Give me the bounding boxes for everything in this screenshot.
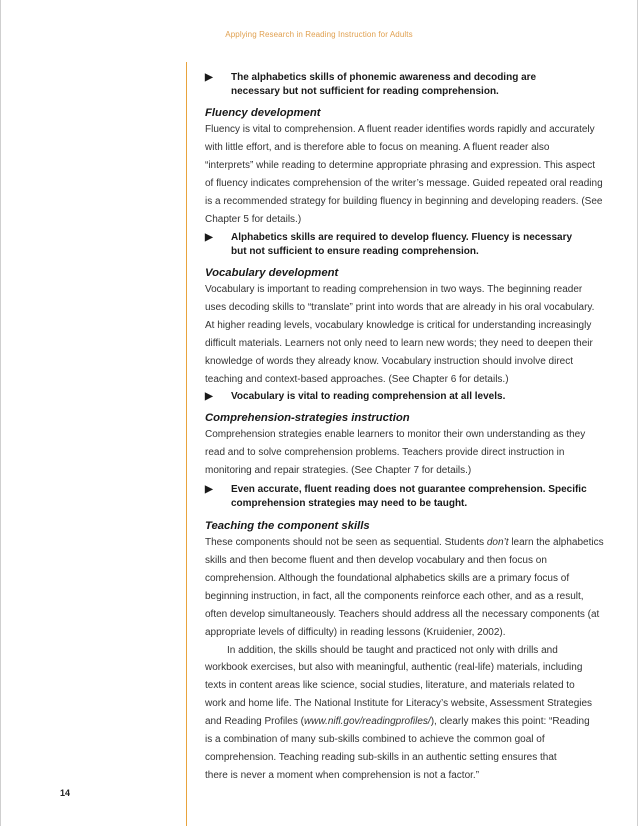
text-segment: and Reading Profiles ( — [205, 716, 304, 728]
text-line: difficult materials. Learners not only need to learn new words; they need to deepen their — [205, 338, 593, 350]
heading-fluency: Fluency development — [205, 107, 321, 119]
text-segment: learn the alphabetics — [508, 537, 604, 549]
text-line — [205, 713, 589, 731]
emphasis-text: don’t — [486, 537, 509, 549]
bullet-arrow-icon: ▶ — [205, 484, 213, 496]
heading-teaching: Teaching the component skills — [205, 520, 370, 533]
paragraph-vocabulary — [205, 281, 595, 388]
text-line: is a combination of many sub-skills combined to achieve the common goal of — [205, 734, 545, 746]
bullet-arrow-icon: ▶ — [205, 390, 213, 402]
text-line: of fluency indicates comprehension of the writer’s message. Guided repeated oral reading — [205, 177, 603, 189]
text-line: teaching and context-based approaches. (See Chapter 6 for details.) — [205, 373, 509, 385]
key-point-fluency — [205, 231, 589, 258]
key-point-line: The alphabetics skills of phonemic awareness and decoding are — [231, 72, 537, 83]
page-number: 14 — [60, 788, 71, 798]
text-line: there is never a moment when comprehension is not a factor.” — [205, 769, 480, 781]
heading-vocabulary: Vocabulary development — [205, 267, 339, 280]
paragraph-comprehension — [205, 426, 589, 480]
text-line: beginning instruction, in fact, all the components reinforce each other, and as a result, — [205, 590, 584, 602]
text-line: monitoring and repair strategies. (See Chapter 7 for details.) — [205, 465, 472, 477]
key-point-line: necessary but not sufficient for reading comprehension. — [231, 85, 499, 97]
text-line: uses decoding skills to “translate” print into words that are already in his oral vocabulary. — [205, 302, 595, 314]
paragraph-fluency — [205, 121, 603, 228]
paragraph-teaching — [205, 534, 604, 785]
text-line: work and home life. The National Institute for Literacy’s website, Assessment Strategies — [205, 698, 593, 710]
text-line: “interprets” while reading to determine appropriate phrasing and expression. This aspect — [205, 159, 596, 171]
key-point-line: Even accurate, fluent reading does not guarantee comprehension. Specific — [231, 484, 587, 496]
text-line: often develop simultaneously. Teachers should address all the necessary components (at — [205, 608, 600, 620]
text-line — [205, 534, 604, 552]
margin-rule — [186, 62, 187, 826]
text-line: At higher reading levels, vocabulary knowledge is critical for understanding increasingly — [205, 320, 592, 332]
text-line: Vocabulary is important to reading comprehension in two ways. The beginning reader — [205, 284, 583, 296]
heading-comprehension: Comprehension-strategies instruction — [205, 412, 410, 425]
page-body — [205, 71, 604, 785]
key-point-line: comprehension strategies may need to be taught. — [231, 497, 468, 509]
text-line: Comprehension strategies enable learners to monitor their own understanding as they — [205, 429, 586, 441]
text-line: In addition, the skills should be taught and practiced not only with drills and — [227, 644, 558, 656]
text-line: comprehension. Teaching reading sub-skills in an authentic setting ensures that — [205, 751, 557, 763]
bullet-arrow-icon: ▶ — [205, 72, 213, 83]
text-line: texts in content areas like science, social studies, literature, and materials related to — [205, 680, 575, 692]
text-line: with little effort, and is therefore able to focus on meaning. A fluent reader also — [205, 141, 550, 153]
page-left-border — [0, 0, 1, 826]
key-point-line: but not sufficient to ensure reading comprehension. — [231, 245, 479, 257]
text-line: is a recommended strategy for building fluency in beginning and developing readers. (See — [205, 195, 603, 207]
text-line: Chapter 5 for details.) — [205, 213, 302, 225]
text-line: Fluency is vital to comprehension. A fluent reader identifies words rapidly and accurately — [205, 124, 595, 135]
bullet-arrow-icon: ▶ — [205, 232, 213, 244]
key-point-comprehension — [205, 483, 589, 510]
text-segment: These components should not be seen as sequential. Students — [205, 537, 487, 549]
key-point-alphabetics — [205, 71, 589, 98]
text-line: appropriate levels of difficulty) in reading lessons (Kruidenier, 2002). — [205, 626, 506, 638]
key-point-line: Vocabulary is vital to reading comprehension at all levels. — [231, 390, 506, 402]
key-point-line: Alphabetics skills are required to develop fluency. Fluency is necessary — [231, 232, 573, 244]
text-line: skills and then become fluent and then develop vocabulary and then focus on — [205, 555, 547, 566]
website-url: www.nifl.gov/readingprofiles/ — [303, 716, 431, 728]
text-line: comprehension. Although the foundational alphabetics skills are a primary focus of — [205, 572, 570, 584]
running-head: Applying Research in Reading Instruction for Adults — [225, 30, 413, 39]
text-line: knowledge of words they already know. Vocabulary instruction should involve direct — [205, 356, 573, 368]
text-segment: ), clearly makes this point: “Reading — [430, 716, 590, 728]
key-point-vocabulary — [205, 390, 589, 404]
text-line: read and to solve comprehension problems. Teachers provide direct instruction in — [205, 447, 565, 459]
text-line: workbook exercises, but also with meaningful, authentic (real-life) materials, including — [205, 662, 583, 674]
